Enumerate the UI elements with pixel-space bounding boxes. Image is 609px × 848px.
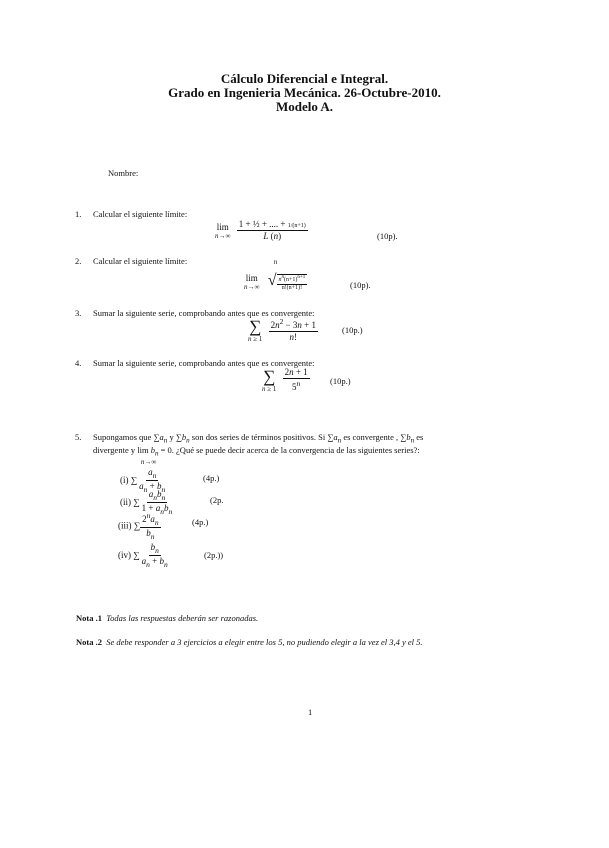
title-line-3: Modelo A. (275, 99, 334, 114)
problem-2-points: (10p). (350, 280, 371, 290)
subitem-ii: (ii) ∑ $\frac{a_nb_n}{1 + a_nb_n}$ (120, 489, 173, 516)
note-1-label: Nota .1 (76, 613, 102, 623)
problem-3-number: 3. (75, 308, 82, 318)
page-number: 1 (308, 707, 313, 717)
problem-3-points: (10p.) (342, 325, 363, 335)
subitem-iv-label: (iv) (118, 549, 131, 560)
problem-5-line-2: divergente y $\lim b_n = 0$. n→∞ ¿Qué se puede decir acerca de la convergencia de las siguientes series?: (93, 445, 420, 466)
problem-4-text: Sumar la siguiente serie, comprobando antes que es convergente: (93, 358, 315, 368)
title-line-2: Grado en Ingenieria Mecánica. 26-Octubre-2010. (168, 85, 441, 100)
problem-5-number: 5. (75, 432, 82, 442)
nombre-label: Nombre: (108, 168, 139, 178)
problem-3-formula: ∑ n ≥ 1 $\frac{2n^2 - 3n + 1}{n!}$ (248, 317, 316, 343)
subitem-iv: (iv) ∑ $\frac{b_n}{a_n + b_n}$ (118, 542, 168, 569)
problem-5-text-a: Supongamos que (93, 432, 152, 442)
problem-2-text: Calcular el siguiente límite: (93, 256, 188, 266)
subitem-iii: (iii) ∑ $\frac{2^na_n}{b_n}$ (118, 511, 159, 541)
problem-2-number: 2. (75, 256, 82, 266)
subitem-iv-points: (2p.)) (204, 550, 224, 560)
subitem-i-points: (4p.) (203, 473, 220, 483)
problem-5-text-c: son dos series de términos positivos. Si (191, 432, 326, 442)
problem-5-text-e: es (416, 432, 424, 442)
subitem-ii-label: (ii) (120, 496, 131, 507)
problem-3-text: Sumar la siguiente serie, comprobando antes que es convergente: (93, 308, 315, 318)
title-line-1: Cálculo Diferencial e Integral. (220, 71, 389, 86)
problem-2-formula: lim n→∞ n √ $\frac{n^n(n+1)^{n+1}}{n!(n+1)!}$ (244, 258, 306, 291)
problem-5-line-1: Supongamos que $\sum a_n$ y $\sum b_n$ son dos series de términos positivos. Si $\sum a_n$ es convergente , $\sum b_n$ es (93, 432, 424, 445)
subitem-i: (i) ∑ $\frac{a_n}{a_n + b_n}$ (120, 467, 166, 494)
problem-1-text: Calcular el siguiente límite: (93, 209, 188, 219)
problem-4-points: (10p.) (330, 376, 351, 386)
subitem-i-label: (i) (120, 474, 129, 485)
problem-1-formula: lim n→∞ $\frac{\text{1 + ½ + .... + 1/(n+1)}}{L (n)}$ (215, 219, 306, 241)
problem-1-points: (10p). (377, 231, 398, 241)
note-2-text: Se debe responder a 3 ejercicios a elegir entre los 5, no pudiendo elegir a la vez el 3,4 y el 5. (106, 637, 423, 647)
note-2-label: Nota .2 (76, 637, 102, 647)
subitem-ii-points: (2p. (210, 495, 224, 505)
problem-4-number: 4. (75, 358, 82, 368)
note-2 (76, 637, 423, 647)
problem-1-number: 1. (75, 209, 82, 219)
problem-5-text-f: divergente y (93, 445, 136, 455)
subitem-iii-label: (iii) (118, 520, 132, 531)
problem-5-text-b: y (169, 432, 174, 442)
problem-5-text-d: es convergente , (343, 432, 399, 442)
problem-5-text-g: ¿Qué se puede decir acerca de la convergencia de las siguientes series?: (176, 445, 420, 455)
subitem-iii-points: (4p.) (192, 517, 209, 527)
note-1 (76, 613, 258, 623)
note-1-text: Todas las respuestas deberán ser razonadas. (106, 613, 259, 623)
problem-4-formula: ∑ n ≥ 1 $\frac{2n + 1}{5^n}$ (262, 367, 308, 393)
